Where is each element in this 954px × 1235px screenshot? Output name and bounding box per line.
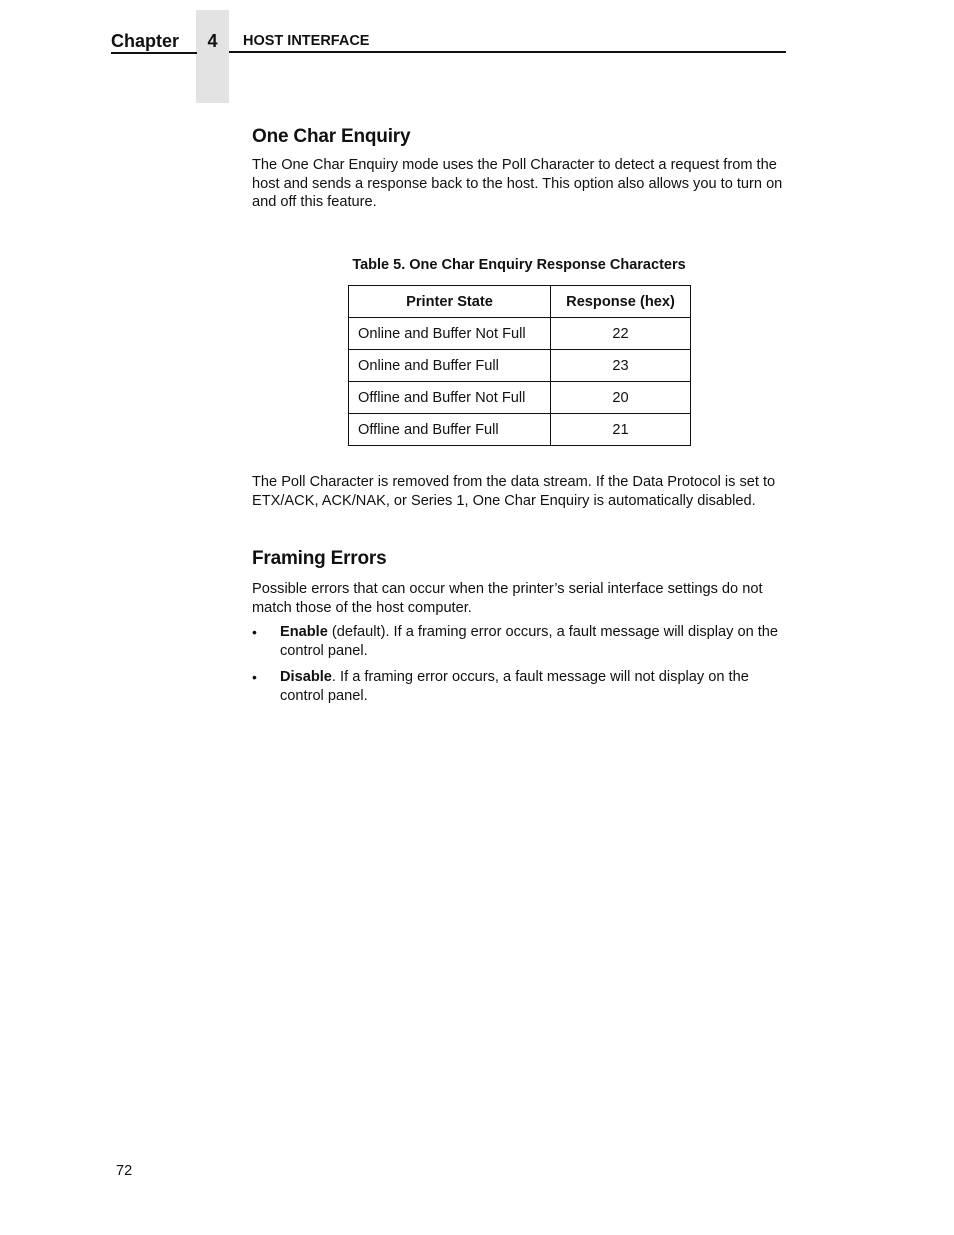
option-description: . If a framing error occurs, a fault message will not display on the control panel. bbox=[280, 669, 749, 704]
column-header-response-hex: Response (hex) bbox=[551, 286, 691, 318]
section-intro-paragraph: The One Char Enquiry mode uses the Poll Character to detect a request from the host and sends a response back to the host. This option also allows you to turn on and off this feature. bbox=[252, 157, 783, 210]
table-caption: Table 5. One Char Enquiry Response Characters bbox=[352, 257, 686, 273]
table-header-row bbox=[349, 286, 691, 318]
chapter-label: Chapter bbox=[111, 30, 197, 54]
section-heading: One Char Enquiry bbox=[252, 126, 411, 147]
cell-response-hex: 20 bbox=[551, 382, 691, 414]
page-number: 72 bbox=[116, 1163, 133, 1179]
cell-response-hex: 23 bbox=[551, 350, 691, 382]
list-item bbox=[252, 623, 786, 660]
section-heading: Framing Errors bbox=[252, 548, 387, 569]
column-header-printer-state: Printer State bbox=[349, 286, 551, 318]
framing-options-list bbox=[252, 623, 786, 705]
cell-response-hex: 21 bbox=[551, 414, 691, 446]
bullet-icon: • bbox=[252, 669, 257, 685]
cell-printer-state: Offline and Buffer Not Full bbox=[349, 382, 551, 414]
one-char-enquiry-section bbox=[252, 125, 786, 212]
list-item bbox=[252, 668, 786, 705]
table-row bbox=[349, 318, 691, 350]
cell-printer-state: Online and Buffer Full bbox=[349, 350, 551, 382]
poll-character-paragraph: The Poll Character is removed from the data stream. If the Data Protocol is set to ETX/ACK, ACK/NAK, or Series 1, One Char Enquiry is automatically disabled. bbox=[252, 474, 776, 509]
running-header-title: HOST INTERFACE bbox=[229, 32, 786, 53]
poll-character-note bbox=[252, 473, 786, 510]
framing-errors-section bbox=[252, 547, 786, 713]
cell-response-hex: 22 bbox=[551, 318, 691, 350]
bullet-icon: • bbox=[252, 624, 257, 640]
table-row bbox=[349, 382, 691, 414]
cell-printer-state: Offline and Buffer Full bbox=[349, 414, 551, 446]
framing-intro-paragraph: Possible errors that can occur when the printer’s serial interface settings do not match those of the host computer. bbox=[252, 581, 763, 616]
cell-printer-state: Online and Buffer Not Full bbox=[349, 318, 551, 350]
table-row bbox=[349, 350, 691, 382]
table-row bbox=[349, 414, 691, 446]
option-description: (default). If a framing error occurs, a fault message will display on the control panel. bbox=[280, 624, 779, 659]
response-characters-table bbox=[348, 285, 691, 446]
chapter-number: 4 bbox=[207, 31, 218, 51]
option-term: Enable bbox=[280, 624, 328, 640]
chapter-tab bbox=[196, 10, 229, 103]
option-term: Disable bbox=[280, 669, 332, 685]
